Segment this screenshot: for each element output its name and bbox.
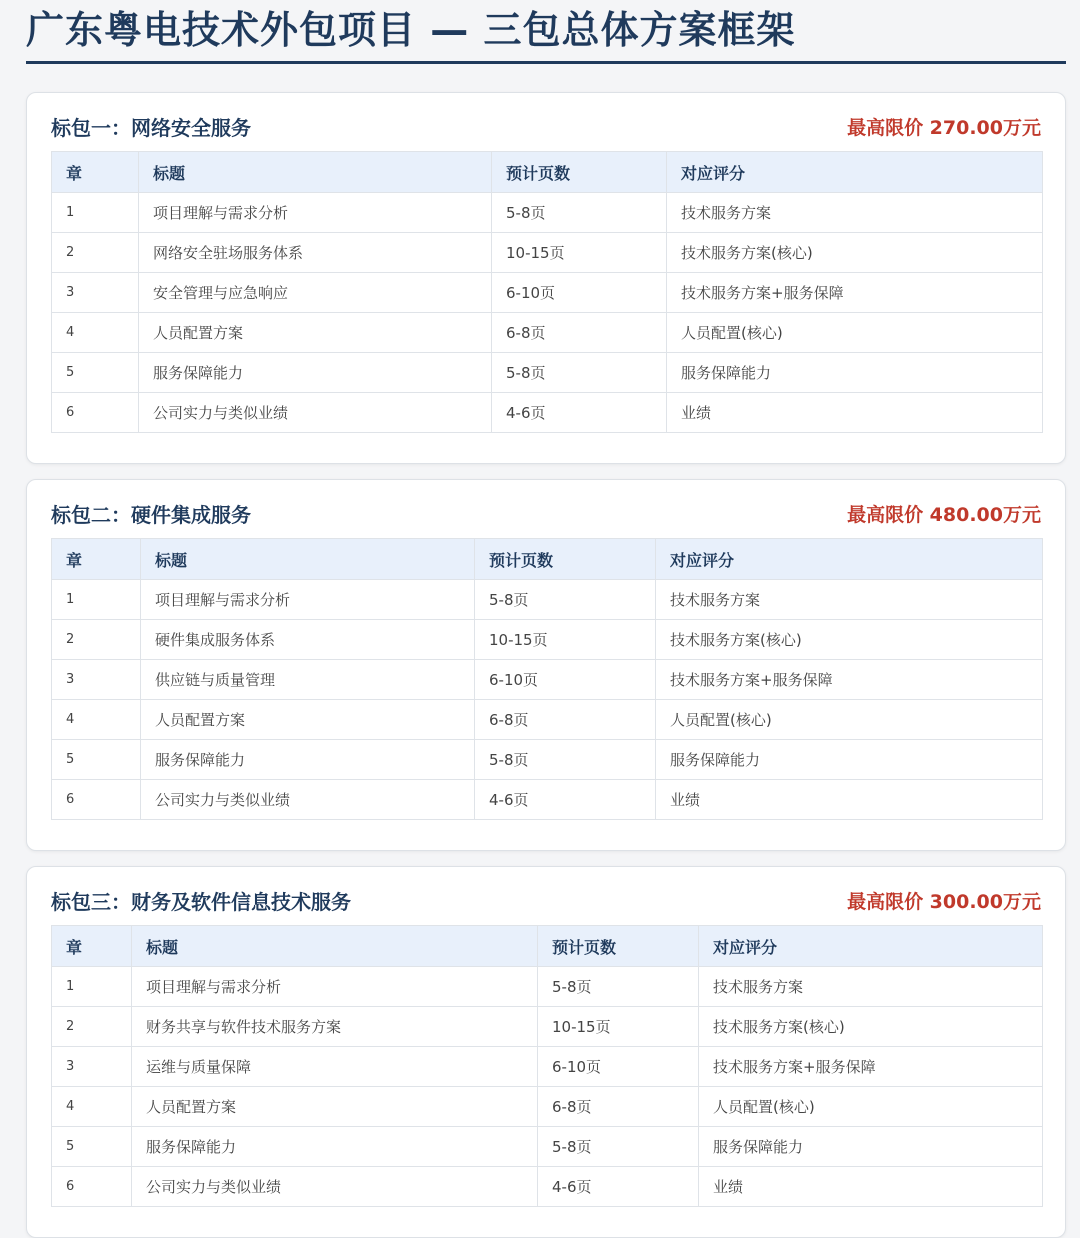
package-card-3 bbox=[26, 866, 1066, 1238]
chapter-number: 2 bbox=[52, 233, 139, 273]
chapter-number: 1 bbox=[52, 580, 141, 620]
chapter-number: 4 bbox=[52, 313, 139, 353]
table-row bbox=[52, 740, 1043, 780]
scoring-item: 服务保障能力 bbox=[699, 1127, 1043, 1167]
estimated-pages: 6-8页 bbox=[538, 1087, 699, 1127]
table-row bbox=[52, 273, 1043, 313]
scoring-item: 技术服务方案(核心) bbox=[699, 1007, 1043, 1047]
scoring-item: 服务保障能力 bbox=[667, 353, 1043, 393]
table-header-row bbox=[52, 539, 1043, 580]
chapter-number: 3 bbox=[52, 1047, 132, 1087]
chapter-title: 项目理解与需求分析 bbox=[141, 580, 475, 620]
table-row bbox=[52, 233, 1043, 273]
scoring-item: 技术服务方案+服务保障 bbox=[667, 273, 1043, 313]
chapter-number: 5 bbox=[52, 353, 139, 393]
estimated-pages: 5-8页 bbox=[538, 967, 699, 1007]
column-header-title: 标题 bbox=[141, 539, 475, 580]
package-card-1 bbox=[26, 92, 1066, 464]
chapter-title: 项目理解与需求分析 bbox=[139, 193, 492, 233]
chapter-title: 公司实力与类似业绩 bbox=[141, 780, 475, 820]
estimated-pages: 6-8页 bbox=[475, 700, 656, 740]
estimated-pages: 5-8页 bbox=[492, 353, 667, 393]
scoring-item: 人员配置(核心) bbox=[656, 700, 1043, 740]
table-row bbox=[52, 353, 1043, 393]
column-header-pages: 预计页数 bbox=[475, 539, 656, 580]
package-title: 标包三：财务及软件信息技术服务 bbox=[51, 889, 351, 914]
chapter-title: 服务保障能力 bbox=[132, 1127, 538, 1167]
package-header bbox=[51, 496, 1041, 530]
chapter-title: 财务共享与软件技术服务方案 bbox=[132, 1007, 538, 1047]
chapter-number: 6 bbox=[52, 393, 139, 433]
table-row bbox=[52, 780, 1043, 820]
estimated-pages: 6-10页 bbox=[475, 660, 656, 700]
scoring-item: 技术服务方案+服务保障 bbox=[699, 1047, 1043, 1087]
table-header-row bbox=[52, 152, 1043, 193]
column-header-scoring: 对应评分 bbox=[667, 152, 1043, 193]
chapter-title: 硬件集成服务体系 bbox=[141, 620, 475, 660]
estimated-pages: 4-6页 bbox=[538, 1167, 699, 1207]
estimated-pages: 5-8页 bbox=[475, 580, 656, 620]
package-title: 标包二：硬件集成服务 bbox=[51, 502, 251, 527]
chapter-title: 服务保障能力 bbox=[141, 740, 475, 780]
chapter-number: 3 bbox=[52, 273, 139, 313]
package-price-cap: 最高限价 270.00万元 bbox=[847, 116, 1041, 139]
column-header-chapter: 章 bbox=[52, 152, 139, 193]
scoring-item: 技术服务方案 bbox=[667, 193, 1043, 233]
scoring-item: 业绩 bbox=[667, 393, 1043, 433]
chapter-title: 供应链与质量管理 bbox=[141, 660, 475, 700]
chapter-number: 4 bbox=[52, 1087, 132, 1127]
chapter-number: 5 bbox=[52, 1127, 132, 1167]
estimated-pages: 10-15页 bbox=[492, 233, 667, 273]
chapter-title: 服务保障能力 bbox=[139, 353, 492, 393]
package-header bbox=[51, 109, 1041, 143]
chapter-title: 人员配置方案 bbox=[132, 1087, 538, 1127]
table-row bbox=[52, 1167, 1043, 1207]
package-price-cap: 最高限价 300.00万元 bbox=[847, 890, 1041, 913]
scoring-item: 技术服务方案+服务保障 bbox=[656, 660, 1043, 700]
estimated-pages: 5-8页 bbox=[538, 1127, 699, 1167]
chapter-title: 公司实力与类似业绩 bbox=[132, 1167, 538, 1207]
scoring-item: 技术服务方案 bbox=[699, 967, 1043, 1007]
column-header-chapter: 章 bbox=[52, 539, 141, 580]
scoring-item: 服务保障能力 bbox=[656, 740, 1043, 780]
chapter-title: 项目理解与需求分析 bbox=[132, 967, 538, 1007]
estimated-pages: 4-6页 bbox=[475, 780, 656, 820]
estimated-pages: 5-8页 bbox=[492, 193, 667, 233]
scoring-item: 业绩 bbox=[699, 1167, 1043, 1207]
chapter-number: 6 bbox=[52, 1167, 132, 1207]
chapter-number: 1 bbox=[52, 967, 132, 1007]
scoring-item: 技术服务方案(核心) bbox=[667, 233, 1043, 273]
table-row bbox=[52, 1087, 1043, 1127]
column-header-scoring: 对应评分 bbox=[699, 926, 1043, 967]
column-header-scoring: 对应评分 bbox=[656, 539, 1043, 580]
page-header bbox=[26, 0, 1066, 64]
estimated-pages: 5-8页 bbox=[475, 740, 656, 780]
column-header-pages: 预计页数 bbox=[538, 926, 699, 967]
table-row bbox=[52, 1007, 1043, 1047]
package-header bbox=[51, 883, 1041, 917]
scoring-item: 技术服务方案(核心) bbox=[656, 620, 1043, 660]
chapter-number: 2 bbox=[52, 620, 141, 660]
table-row bbox=[52, 620, 1043, 660]
chapter-title: 运维与质量保障 bbox=[132, 1047, 538, 1087]
chapter-number: 6 bbox=[52, 780, 141, 820]
scoring-item: 人员配置(核心) bbox=[667, 313, 1043, 353]
chapter-title: 安全管理与应急响应 bbox=[139, 273, 492, 313]
chapter-number: 4 bbox=[52, 700, 141, 740]
table-row bbox=[52, 1127, 1043, 1167]
table-row bbox=[52, 193, 1043, 233]
column-header-chapter: 章 bbox=[52, 926, 132, 967]
estimated-pages: 6-10页 bbox=[492, 273, 667, 313]
chapter-title: 人员配置方案 bbox=[139, 313, 492, 353]
table-row bbox=[52, 700, 1043, 740]
table-row bbox=[52, 660, 1043, 700]
page-title: 广东粤电技术外包项目 — 三包总体方案框架 bbox=[26, 8, 796, 52]
scoring-item: 技术服务方案 bbox=[656, 580, 1043, 620]
estimated-pages: 10-15页 bbox=[538, 1007, 699, 1047]
column-header-pages: 预计页数 bbox=[492, 152, 667, 193]
package-price-cap: 最高限价 480.00万元 bbox=[847, 503, 1041, 526]
chapter-number: 2 bbox=[52, 1007, 132, 1047]
chapter-title: 网络安全驻场服务体系 bbox=[139, 233, 492, 273]
table-row bbox=[52, 580, 1043, 620]
package-card-2 bbox=[26, 479, 1066, 851]
chapter-number: 5 bbox=[52, 740, 141, 780]
chapter-table bbox=[51, 538, 1043, 820]
chapter-number: 1 bbox=[52, 193, 139, 233]
chapter-table bbox=[51, 151, 1043, 433]
chapter-number: 3 bbox=[52, 660, 141, 700]
table-row bbox=[52, 967, 1043, 1007]
estimated-pages: 6-10页 bbox=[538, 1047, 699, 1087]
table-row bbox=[52, 393, 1043, 433]
estimated-pages: 6-8页 bbox=[492, 313, 667, 353]
estimated-pages: 10-15页 bbox=[475, 620, 656, 660]
chapter-table bbox=[51, 925, 1043, 1207]
column-header-title: 标题 bbox=[139, 152, 492, 193]
column-header-title: 标题 bbox=[132, 926, 538, 967]
package-title: 标包一：网络安全服务 bbox=[51, 115, 251, 140]
scoring-item: 业绩 bbox=[656, 780, 1043, 820]
chapter-title: 公司实力与类似业绩 bbox=[139, 393, 492, 433]
table-row bbox=[52, 1047, 1043, 1087]
table-row bbox=[52, 313, 1043, 353]
scoring-item: 人员配置(核心) bbox=[699, 1087, 1043, 1127]
table-header-row bbox=[52, 926, 1043, 967]
estimated-pages: 4-6页 bbox=[492, 393, 667, 433]
chapter-title: 人员配置方案 bbox=[141, 700, 475, 740]
